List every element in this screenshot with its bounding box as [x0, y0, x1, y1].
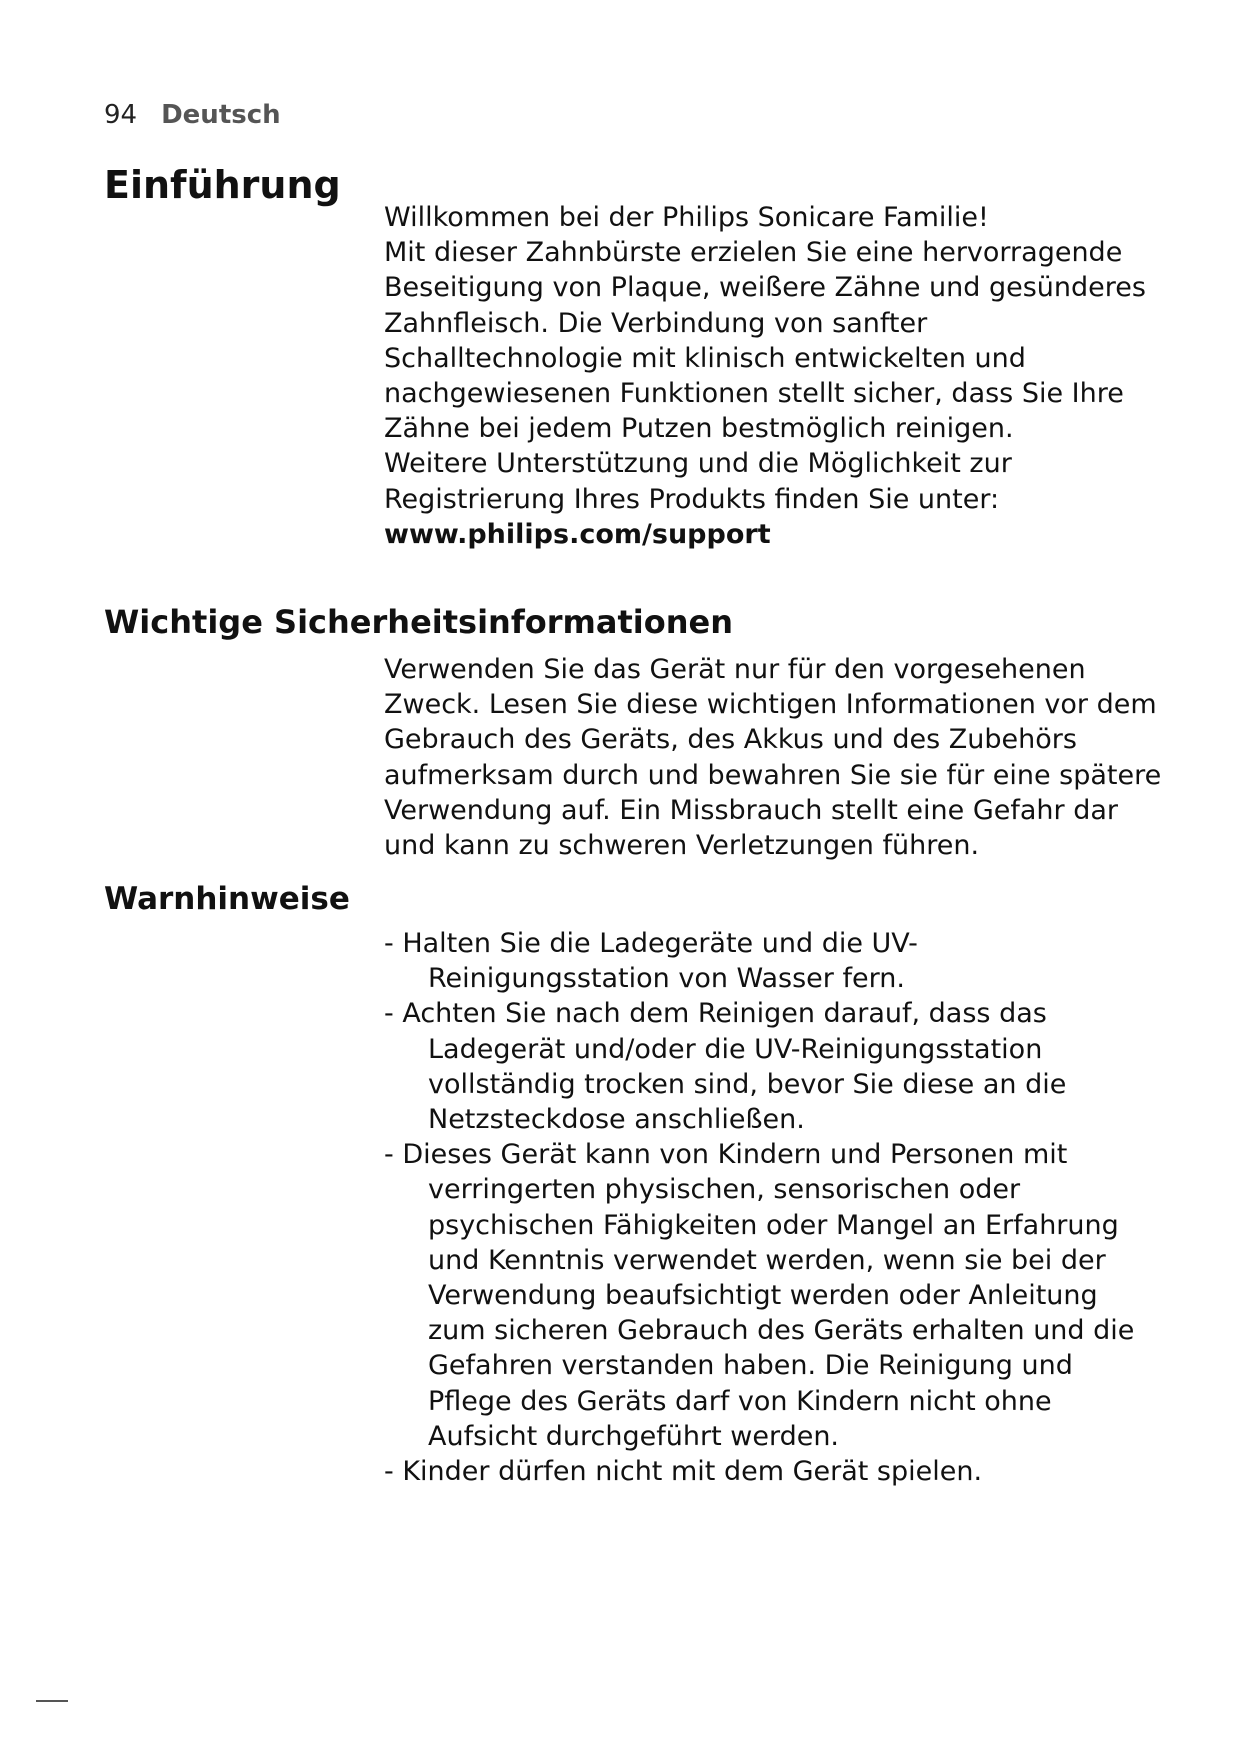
- intro-line: Zahnfleisch. Die Verbindung von sanfter: [384, 307, 928, 339]
- warning-line: Pflege des Geräts darf von Kindern nicht ohne: [428, 1385, 1052, 1417]
- footer-mark: [36, 1700, 68, 1702]
- intro-line: Registrierung Ihres Produkts finden Sie unter:: [384, 483, 1000, 515]
- support-link[interactable]: www.philips.com/support: [384, 518, 771, 550]
- intro-line: Schalltechnologie mit klinisch entwickelten und: [384, 342, 1026, 374]
- warnings-list-container: [384, 926, 1144, 1489]
- intro-line: Weitere Unterstützung und die Möglichkeit zur: [384, 448, 1012, 480]
- warning-line: Netzsteckdose anschließen.: [428, 1104, 805, 1136]
- intro-line: Beseitigung von Plaque, weißere Zähne und gesünderes: [384, 272, 1146, 304]
- warning-line: - Achten Sie nach dem Reinigen darauf, dass das: [384, 998, 1047, 1030]
- safety-text: [384, 652, 1162, 863]
- intro-text: [384, 200, 1144, 552]
- safety-line: Zweck. Lesen Sie diese wichtigen Informationen vor dem: [384, 689, 1157, 721]
- warning-item: [384, 1137, 1144, 1454]
- warning-line: verringerten physischen, sensorischen oder: [428, 1174, 1021, 1206]
- warning-line: Gefahren verstanden haben. Die Reinigung und: [428, 1350, 1073, 1382]
- warnings-title: Warnhinweise: [104, 881, 350, 917]
- warning-line: - Kinder dürfen nicht mit dem Gerät spielen.: [384, 1456, 983, 1488]
- safety-line: Verwendung auf. Ein Missbrauch stellt eine Gefahr dar: [384, 794, 1118, 826]
- warning-line: Reinigungsstation von Wasser fern.: [428, 963, 905, 995]
- warning-line: Ladegerät und/oder die UV-Reinigungsstation: [428, 1033, 1043, 1065]
- safety-line: aufmerksam durch und bewahren Sie sie für eine spätere: [384, 759, 1162, 791]
- safety-line: Verwenden Sie das Gerät nur für den vorgesehenen: [384, 654, 1086, 685]
- intro-line: nachgewiesenen Funktionen stellt sicher, dass Sie Ihre: [384, 378, 1124, 410]
- intro-line: Willkommen bei der Philips Sonicare Familie!: [384, 202, 989, 233]
- warning-line: und Kenntnis verwendet werden, wenn sie bei der: [428, 1244, 1106, 1276]
- page-header: [104, 100, 281, 130]
- warning-line: Verwendung beaufsichtigt werden oder Anleitung: [428, 1280, 1098, 1312]
- intro-line: Zähne bei jedem Putzen bestmöglich reinigen.: [384, 413, 1014, 445]
- safety-title: Wichtige Sicherheitsinformationen: [104, 603, 733, 641]
- safety-line: Gebrauch des Geräts, des Akkus und des Zubehörs: [384, 724, 1077, 756]
- intro-line: Mit dieser Zahnbürste erzielen Sie eine hervorragende: [384, 237, 1123, 269]
- warning-line: - Dieses Gerät kann von Kindern und Personen mit: [384, 1139, 1068, 1171]
- safety-line: und kann zu schweren Verletzungen führen.: [384, 830, 980, 862]
- warning-line: psychischen Fähigkeiten oder Mangel an Erfahrung: [428, 1209, 1119, 1241]
- intro-title: Einführung: [104, 163, 341, 207]
- warnings-list: [384, 926, 1144, 1489]
- section-language: Deutsch: [161, 100, 281, 130]
- warning-item: [384, 1454, 1144, 1489]
- warning-item: [384, 926, 1144, 996]
- warning-line: vollständig trocken sind, bevor Sie diese an die: [428, 1068, 1067, 1100]
- warning-line: Aufsicht durchgeführt werden.: [428, 1420, 840, 1452]
- warning-line: - Halten Sie die Ladegeräte und die UV-: [384, 928, 918, 959]
- warning-line: zum sicheren Gebrauch des Geräts erhalten und die: [428, 1315, 1135, 1347]
- warning-item: [384, 996, 1144, 1137]
- page-number: 94: [104, 100, 138, 130]
